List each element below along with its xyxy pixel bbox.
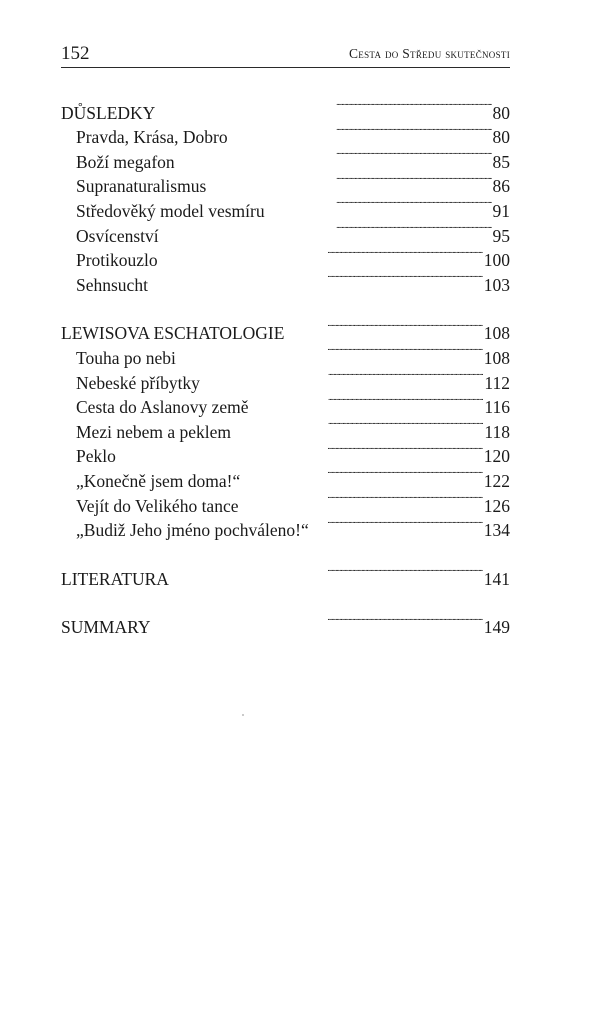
dot-leader bbox=[151, 609, 482, 634]
toc-entry-title: Protikouzlo bbox=[76, 250, 158, 271]
header-rule bbox=[61, 67, 510, 68]
dot-leader bbox=[229, 119, 492, 144]
toc-entry-page: 85 bbox=[492, 151, 510, 172]
dot-leader bbox=[156, 94, 491, 119]
running-title: Cesta do Středu skutečnosti bbox=[348, 46, 510, 61]
dot-leader bbox=[201, 364, 483, 389]
toc-entry-title: LITERATURA bbox=[61, 568, 169, 589]
toc-entry bbox=[61, 315, 510, 344]
toc-entry-page: 91 bbox=[492, 200, 510, 221]
toc-entry-page: 118 bbox=[484, 421, 510, 442]
dot-leader bbox=[160, 217, 492, 242]
toc-entry-title: Středověký model vesmíru bbox=[76, 200, 265, 221]
dot-leader bbox=[232, 413, 483, 438]
toc-entry-page: 100 bbox=[483, 250, 510, 271]
dot-leader bbox=[241, 462, 483, 487]
toc-entry-title: Osvícenství bbox=[76, 225, 159, 246]
dot-leader bbox=[170, 560, 483, 585]
toc-entry bbox=[61, 438, 510, 467]
toc-entry-title: SUMMARY bbox=[61, 617, 151, 638]
toc-entry-page: 149 bbox=[483, 617, 510, 638]
toc-entry-page: 80 bbox=[492, 102, 510, 123]
toc-entry-title: Mezi nebem a peklem bbox=[76, 421, 232, 442]
toc-entry-title: Nebeské příbytky bbox=[76, 372, 200, 393]
dot-leader bbox=[176, 143, 492, 168]
dot-leader bbox=[266, 192, 492, 217]
page-header bbox=[61, 42, 510, 68]
toc-entry-title: Touha po nebi bbox=[76, 347, 176, 368]
toc-entry-title: Vejít do Velikého tance bbox=[76, 495, 239, 516]
toc-entry-page: 86 bbox=[492, 176, 510, 197]
toc-entry-title: Supranaturalismus bbox=[76, 176, 207, 197]
toc-entry-title: Cesta do Aslanovy země bbox=[76, 397, 249, 418]
toc-entry-page: 141 bbox=[483, 568, 510, 589]
toc-entry-title: „Budiž Jeho jméno pochváleno!“ bbox=[76, 520, 309, 541]
dot-leader bbox=[177, 339, 483, 364]
toc-entry-title: Sehnsucht bbox=[76, 274, 148, 295]
toc-entry-page: 134 bbox=[483, 520, 510, 541]
toc-entry-title: „Konečně jsem doma!“ bbox=[76, 470, 241, 491]
toc-entry bbox=[61, 560, 510, 589]
dot-leader bbox=[207, 168, 491, 193]
toc-entry-title: LEWISOVA ESCHATOLOGIE bbox=[61, 323, 285, 344]
toc-section-literatura bbox=[61, 560, 510, 589]
dot-leader bbox=[250, 389, 484, 414]
toc-entry bbox=[61, 94, 510, 123]
toc-entry-title: Boží megafon bbox=[76, 151, 175, 172]
toc-section-eschatologie bbox=[61, 315, 510, 541]
toc-entry-page: 116 bbox=[484, 397, 510, 418]
page-number: 152 bbox=[61, 43, 90, 64]
dot-leader bbox=[239, 487, 482, 512]
table-of-contents bbox=[61, 94, 510, 638]
dot-leader bbox=[310, 512, 483, 537]
toc-section-summary bbox=[61, 609, 510, 638]
toc-entry bbox=[61, 462, 510, 491]
toc-entry-page: 108 bbox=[483, 323, 510, 344]
toc-entry-page: 95 bbox=[492, 225, 510, 246]
toc-entry-page: 122 bbox=[483, 470, 510, 491]
toc-entry-page: 120 bbox=[483, 446, 510, 467]
toc-entry-title: Peklo bbox=[76, 446, 116, 467]
toc-entry bbox=[61, 609, 510, 638]
toc-entry-page: 112 bbox=[484, 372, 510, 393]
toc-section-dusledky bbox=[61, 94, 510, 295]
toc-entry-page: 108 bbox=[483, 347, 510, 368]
toc-entry-title: DŮSLEDKY bbox=[61, 102, 156, 123]
dot-leader bbox=[149, 266, 483, 291]
dot-leader bbox=[285, 315, 482, 340]
toc-entry-page: 126 bbox=[483, 495, 510, 516]
toc-entry-page: 80 bbox=[492, 127, 510, 148]
dot-leader bbox=[117, 438, 483, 463]
toc-entry-page: 103 bbox=[483, 274, 510, 295]
paper-speck bbox=[242, 714, 244, 716]
dot-leader bbox=[159, 242, 483, 267]
toc-entry-title: Pravda, Krása, Dobro bbox=[76, 127, 228, 148]
